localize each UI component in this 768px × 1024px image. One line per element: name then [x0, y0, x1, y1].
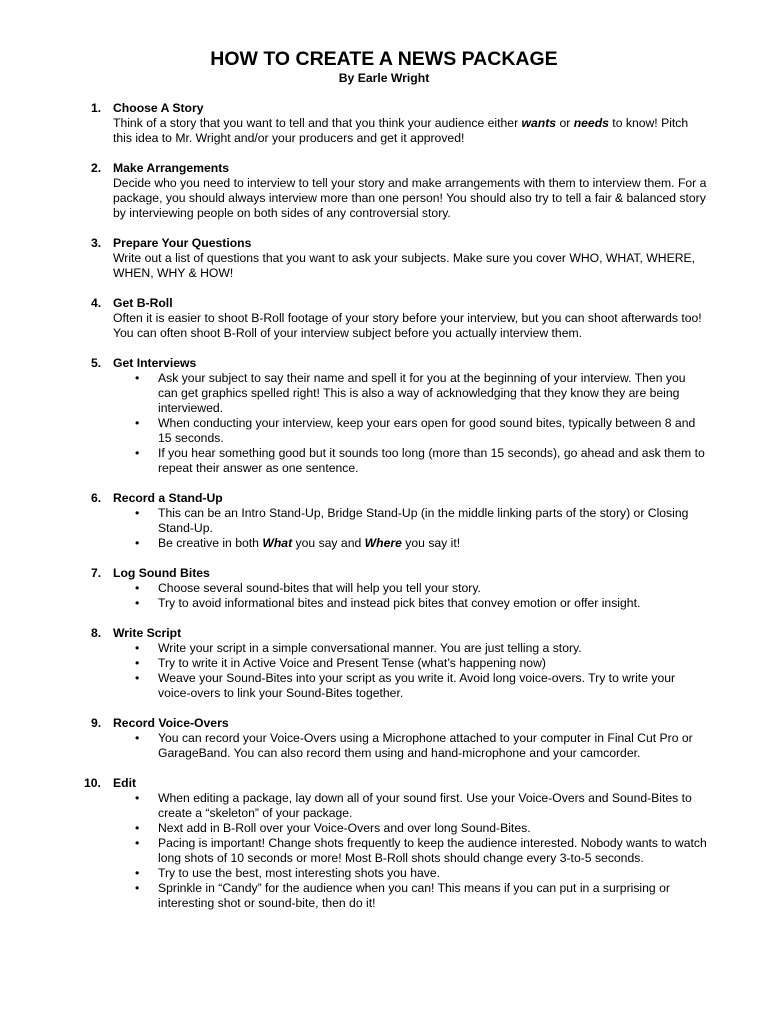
paragraph-text: to know! Pitch this idea to Mr. Wright and/or your producers and get it approved!: [113, 116, 689, 145]
bullet-item: [113, 596, 708, 611]
bullet-item: [113, 656, 708, 671]
section-7: [0, 566, 768, 611]
bullet-item: [113, 881, 708, 911]
bullet-text: When editing a package, lay down all of your sound first. Use your Voice-Overs and Sound-Bites to create a “skeleton” of your package.: [158, 791, 692, 820]
section-number: 10.: [84, 776, 101, 790]
section-heading: Edit: [113, 776, 137, 790]
paragraph-text: Think of a story that you want to tell and that you think your audience either: [113, 116, 522, 130]
section-list: [0, 101, 768, 911]
bullet-icon: •: [135, 581, 140, 595]
section-10: [0, 776, 768, 911]
section-heading: Choose A Story: [113, 101, 204, 115]
bullet-text: Pacing is important! Change shots frequently to keep the audience interested. Nobody wants to watch long shots of 10 seconds or more! Most B-Roll shots should change every 3-to-5 seconds.: [158, 836, 707, 865]
paragraph-text: or: [556, 116, 574, 130]
bullet-icon: •: [135, 671, 140, 685]
bullet-item: [113, 641, 708, 656]
bullet-text: Next add in B-Roll over your Voice-Overs and over long Sound-Bites.: [158, 821, 531, 835]
section-8: [0, 626, 768, 701]
section-number: 9.: [91, 716, 102, 730]
section-number: 1.: [91, 101, 102, 115]
bullet-list: [113, 581, 708, 611]
section-heading: Record a Stand-Up: [113, 491, 223, 505]
bullet-icon: •: [135, 416, 140, 430]
bullet-item: [113, 791, 708, 821]
section-number: 2.: [91, 161, 102, 175]
bullet-icon: •: [135, 596, 140, 610]
bullet-item: [113, 446, 708, 476]
section-4: [0, 296, 768, 341]
bullet-icon: •: [135, 791, 140, 805]
section-1: [0, 101, 768, 146]
bullet-text-part: Be creative in both: [158, 536, 263, 550]
bullet-text-part: you say it!: [401, 536, 461, 550]
bullet-text: Weave your Sound-Bites into your script as you write it. Avoid long voice-overs. Try to write your voice-overs to link your Sound-Bites together.: [158, 671, 676, 700]
section-heading: Write Script: [113, 626, 182, 640]
bullet-icon: •: [135, 821, 140, 835]
bullet-icon: •: [135, 536, 140, 550]
bullet-icon: •: [135, 866, 140, 880]
bullet-icon: •: [135, 731, 140, 745]
section-paragraph: Often it is easier to shoot B-Roll footage of your story before your interview, but you can shoot afterwards too! You can often shoot B-Roll of your interview subject before you actually interview them.: [113, 311, 702, 340]
section-number: 7.: [91, 566, 102, 580]
bullet-item: [113, 836, 708, 866]
section-paragraph: [113, 116, 708, 146]
bullet-text: Try to use the best, most interesting shots you have.: [158, 866, 441, 880]
emphasis-wants: wants: [521, 116, 557, 130]
bullet-icon: •: [135, 506, 140, 520]
section-heading: Get Interviews: [113, 356, 197, 370]
bullet-text: If you hear something good but it sounds too long (more than 15 seconds), go ahead and ask them to repeat their answer as one sentence.: [158, 446, 705, 475]
bullet-item: [113, 821, 708, 836]
bullet-text: [158, 536, 460, 550]
bullet-icon: •: [135, 836, 140, 850]
bullet-item: [113, 506, 708, 536]
bullet-text: When conducting your interview, keep your ears open for good sound bites, typically between 8 and 15 seconds.: [158, 416, 696, 445]
bullet-icon: •: [135, 371, 140, 385]
bullet-text: Write your script in a simple conversational manner. You are just telling a story.: [158, 641, 582, 655]
bullet-text: Try to avoid informational bites and instead pick bites that convey emotion or offer insight.: [158, 596, 641, 610]
emphasis-where: Where: [364, 536, 402, 550]
section-heading: Make Arrangements: [113, 161, 230, 175]
section-heading: Log Sound Bites: [113, 566, 210, 580]
section-9: [0, 716, 768, 761]
bullet-list: [113, 731, 708, 761]
emphasis-what: What: [262, 536, 293, 550]
document-title: HOW TO CREATE A NEWS PACKAGE: [210, 48, 558, 70]
bullet-text: Choose several sound-bites that will help you tell your story.: [158, 581, 481, 595]
section-5: [0, 356, 768, 476]
bullet-list: [113, 791, 708, 911]
section-heading: Record Voice-Overs: [113, 716, 229, 730]
bullet-text: Ask your subject to say their name and spell it for you at the beginning of your interview. Then you can get graphics spelled right! This is also a way of acknowledging that they know they are being interviewed.: [158, 371, 686, 415]
bullet-item: [113, 536, 708, 551]
bullet-text: You can record your Voice-Overs using a Microphone attached to your computer in Final Cut Pro or GarageBand. You can also record them using and hand-microphone and your camcorder.: [158, 731, 693, 760]
bullet-text: Sprinkle in “Candy” for the audience when you can! This means if you can put in a surprising or interesting shot or sound-bite, then do it!: [158, 881, 670, 910]
bullet-icon: •: [135, 641, 140, 655]
section-number: 6.: [91, 491, 102, 505]
bullet-item: [113, 671, 708, 701]
section-number: 8.: [91, 626, 102, 640]
bullet-item: [113, 731, 708, 761]
bullet-icon: •: [135, 446, 140, 460]
bullet-list: [113, 641, 708, 701]
section-heading: Get B-Roll: [113, 296, 173, 310]
bullet-list: [113, 506, 708, 551]
document-byline: By Earle Wright: [338, 71, 430, 85]
section-6: [0, 491, 768, 551]
bullet-icon: •: [135, 656, 140, 670]
bullet-icon: •: [135, 881, 140, 895]
bullet-text: This can be an Intro Stand-Up, Bridge Stand-Up (in the middle linking parts of the story) or Closing Stand-Up.: [158, 506, 689, 535]
section-number: 4.: [91, 296, 102, 310]
bullet-item: [113, 371, 708, 416]
bullet-text-part: you say and: [292, 536, 365, 550]
section-number: 3.: [91, 236, 102, 250]
section-3: [0, 236, 768, 281]
bullet-item: [113, 416, 708, 446]
section-2: [0, 161, 768, 221]
emphasis-needs: needs: [573, 116, 609, 130]
section-number: 5.: [91, 356, 102, 370]
bullet-text: Try to write it in Active Voice and Present Tense (what’s happening now): [158, 656, 546, 670]
bullet-list: [113, 371, 708, 476]
bullet-item: [113, 866, 708, 881]
section-paragraph: Write out a list of questions that you want to ask your subjects. Make sure you cover WHO, WHAT, WHERE, WHEN, WHY & HOW!: [113, 251, 696, 280]
section-paragraph: Decide who you need to interview to tell your story and make arrangements with them to interview them. For a package, you should always interview more than one person! You should also try to tell a fair & balanced story by interviewing people on both sides of any controversial story.: [113, 176, 707, 220]
section-heading: Prepare Your Questions: [113, 236, 252, 250]
bullet-item: [113, 581, 708, 596]
